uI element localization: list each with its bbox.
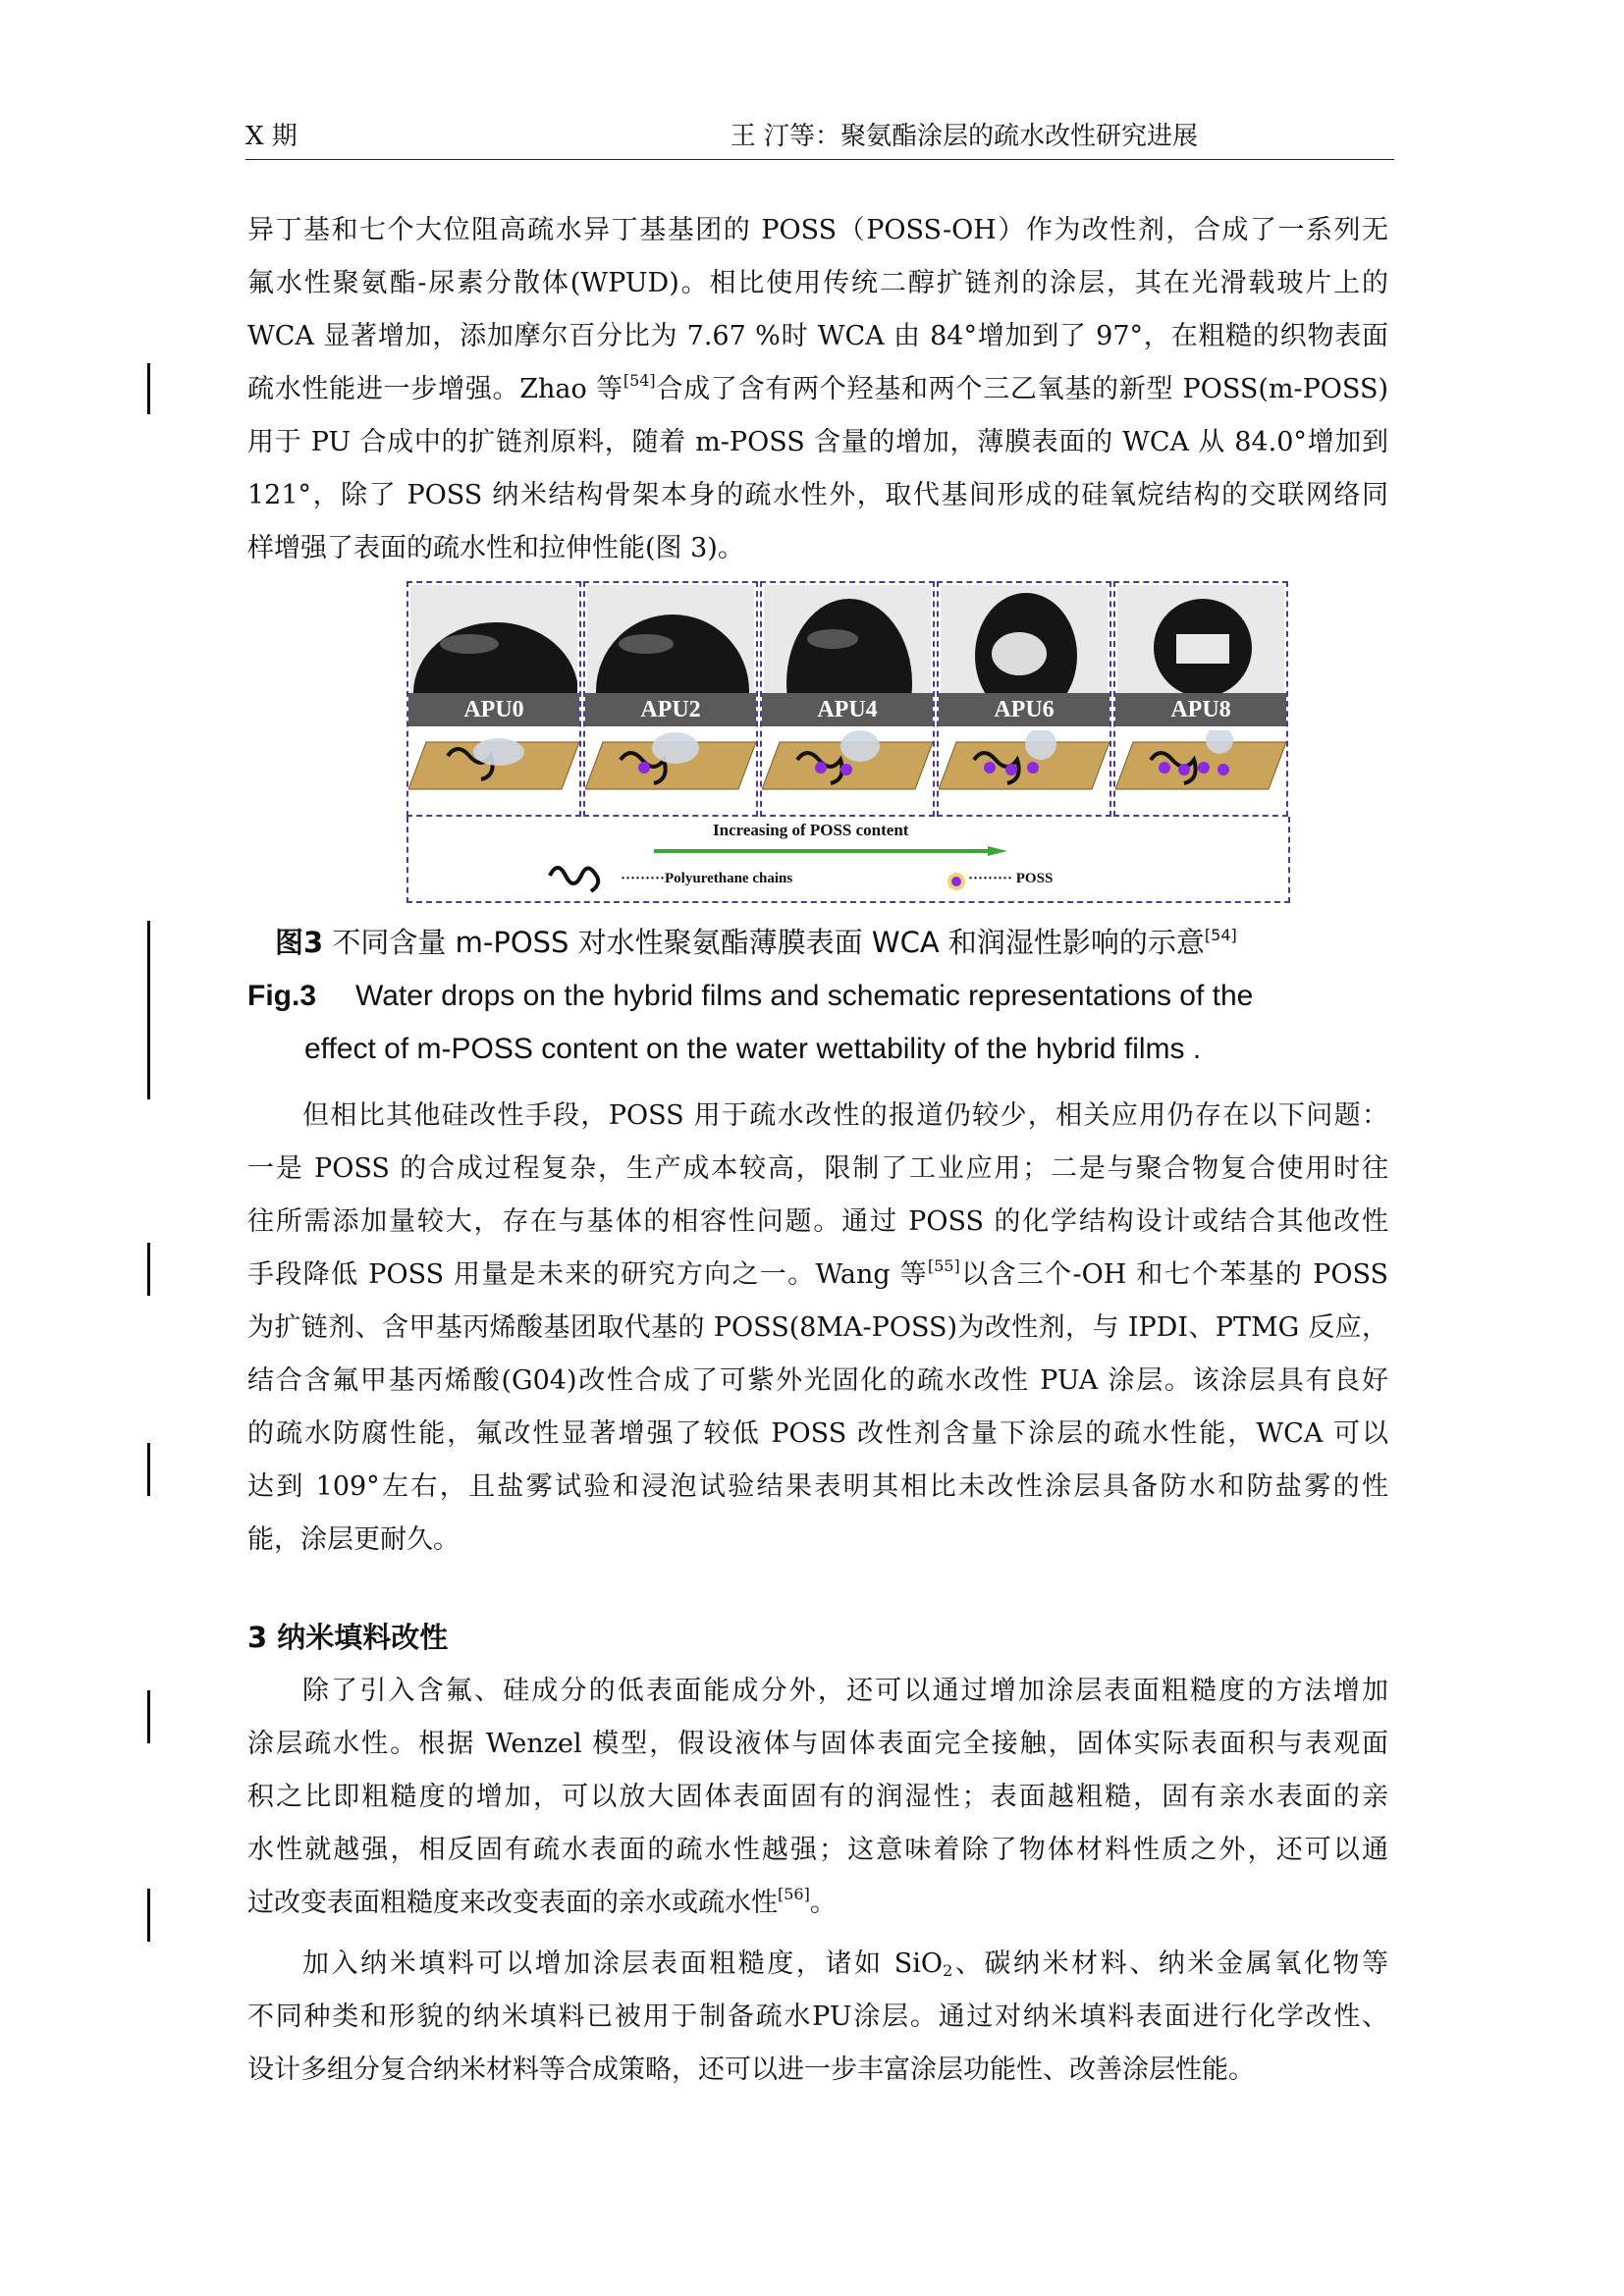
- figure-caption-english: Fig.3 Water drops on the hybrid films and schematic representations of the: [247, 980, 1254, 1012]
- text-line: 涂层疏水性。根据 Wenzel 模型，假设液体与固体表面完全接触，固体实际表面积与表观面: [247, 1729, 1388, 1759]
- citation-54: [54]: [623, 371, 656, 390]
- revision-bar: [147, 363, 150, 414]
- panel-apu0: [406, 581, 581, 817]
- legend-title: Increasing of POSS content: [713, 821, 909, 839]
- figure-3: [406, 581, 1290, 903]
- running-header: [245, 116, 1394, 155]
- text-line: 往所需添加量较大，存在与基体的相容性问题。通过 POSS 的化学结构设计或结合其他改性: [247, 1206, 1388, 1237]
- water-drop-photo: [941, 585, 1108, 693]
- water-drop-photo: [587, 585, 754, 693]
- text-line: 121°，除了 POSS 纳米结构骨架本身的疏水性外，取代基间形成的硅氧烷结构的交联网络同: [247, 480, 1388, 510]
- figure-caption-chinese: 图3 不同含量 m-POSS 对水性聚氨酯薄膜表面 WCA 和润湿性影响的示意[54]: [275, 926, 1237, 959]
- panel-apu2: [583, 581, 758, 817]
- running-title: 王 汀等：聚氨酯涂层的疏水改性研究进展: [730, 122, 1198, 151]
- text-line: 的疏水防腐性能，氟改性显著增强了较低 POSS 改性剂含量下涂层的疏水性能，WCA 可以: [247, 1418, 1388, 1449]
- text-line: 水性就越强，相反固有疏水表面的疏水性越强；这意味着除了物体材料性质之外，还可以通: [247, 1835, 1388, 1865]
- wetting-schematic: [1115, 730, 1286, 815]
- panel-apu4: [760, 581, 935, 817]
- legend-polyurethane-label: ·········Polyurethane chains: [621, 871, 793, 886]
- text-line: 氟水性聚氨酯-尿素分散体(WPUD)。相比使用传统二醇扩链剂的涂层，其在光滑载玻片上的: [247, 268, 1388, 298]
- revision-bar: [147, 1889, 150, 1942]
- sample-label: APU6: [939, 693, 1110, 726]
- sample-label: APU8: [1115, 693, 1286, 726]
- text-line: 加入纳米填料可以增加涂层表面粗糙度，诸如 SiO$_2$、碳纳米材料、纳米金属氧化物等: [302, 1949, 1388, 1980]
- revision-bar: [147, 1443, 150, 1496]
- caption-label: 图3: [275, 926, 324, 959]
- wetting-schematic: [762, 730, 933, 815]
- figure-caption-english-line2: effect of m-POSS content on the water wettability of the hybrid films .: [304, 1033, 1202, 1065]
- paragraph-wenzel-model: [247, 1665, 1388, 1930]
- paragraph-nano-fillers: [247, 1938, 1388, 2097]
- revision-bar: [147, 1243, 150, 1296]
- text-line: 为扩链剂、含甲基丙烯酸基团取代基的 POSS(8MA-POSS)为改性剂，与 IPDI、PTMG 反应，: [247, 1312, 1388, 1343]
- header-rule: [245, 159, 1394, 160]
- paragraph-poss-intro: [247, 204, 1388, 575]
- text-line: 除了引入含氟、硅成分的低表面能成分外，还可以通过增加涂层表面粗糙度的方法增加: [302, 1676, 1388, 1706]
- revision-bar: [147, 1690, 150, 1743]
- issue-number: X 期: [245, 122, 298, 151]
- sample-label: APU4: [762, 693, 933, 726]
- revision-bar: [147, 921, 150, 1099]
- wetting-schematic: [585, 730, 756, 815]
- text-line: 不同种类和形貌的纳米填料已被用于制备疏水PU涂层。通过对纳米填料表面进行化学改性、: [247, 2002, 1388, 2032]
- text-line: 设计多组分复合纳米材料等合成策略，还可以进一步丰富涂层功能性、改善涂层性能。: [247, 2055, 1255, 2085]
- text-line: 异丁基和七个大位阻高疏水异丁基基团的 POSS（POSS-OH）作为改性剂，合成了一系列无: [247, 215, 1388, 245]
- section-heading: 3 纳米填料改性: [247, 1621, 449, 1654]
- wetting-schematic: [408, 730, 579, 815]
- water-drop-photo: [1117, 585, 1284, 693]
- water-drop-photo: [764, 585, 931, 693]
- text-line: 积之比即粗糙度的增加，可以放大固体表面固有的润湿性；表面越粗糙，固有亲水表面的亲: [247, 1782, 1388, 1812]
- text-line: 能，涂层更耐久。: [247, 1524, 460, 1555]
- figure-panels: [406, 581, 1290, 817]
- text-line: 结合含氟甲基丙烯酸(G04)改性合成了可紫外光固化的疏水改性 PUA 涂层。该涂层具有良好: [247, 1365, 1388, 1396]
- increase-arrow-icon: [654, 846, 1007, 856]
- figure-legend: [406, 817, 1290, 903]
- wetting-schematic: [939, 730, 1110, 815]
- poss-molecule-icon: [947, 872, 966, 891]
- citation-56: [56]: [778, 1885, 810, 1903]
- text-line: 但相比其他硅改性手段，POSS 用于疏水改性的报道仍较少，相关应用仍存在以下问题：: [302, 1100, 1388, 1131]
- citation-55: [55]: [927, 1256, 960, 1275]
- water-drop-photo: [410, 585, 577, 693]
- legend-poss-label: ········· POSS: [968, 871, 1054, 886]
- text-line-with-citation: 疏水性能进一步增强。Zhao 等[54]合成了含有两个羟基和两个三乙氧基的新型 POSS(m-POSS): [247, 371, 1388, 404]
- citation-54: [54]: [1204, 926, 1237, 944]
- text-line: WCA 显著增加，添加摩尔百分比为 7.67 %时 WCA 由 84°增加到了 97°，在粗糙的织物表面: [247, 321, 1388, 351]
- text-line-with-citation: 手段降低 POSS 用量是未来的研究方向之一。Wang 等[55]以含三个-OH 和七个苯基的 POSS: [247, 1256, 1388, 1290]
- panel-apu8: [1113, 581, 1288, 817]
- paragraph-poss-issues: [247, 1090, 1388, 1567]
- sample-label: APU2: [585, 693, 756, 726]
- text-line: 样增强了表面的疏水性和拉伸性能(图 3)。: [247, 533, 744, 563]
- text-line: 用于 PU 合成中的扩链剂原料，随着 m-POSS 含量的增加，薄膜表面的 WCA 从 84.0°增加到: [247, 427, 1388, 457]
- caption-label: Fig.3: [247, 980, 317, 1012]
- text-line: 达到 109°左右，且盐雾试验和浸泡试验结果表明其相比未改性涂层具备防水和防盐雾的性: [247, 1471, 1388, 1502]
- polyurethane-chain-icon: [546, 856, 615, 895]
- text-line: 一是 POSS 的合成过程复杂，生产成本较高，限制了工业应用；二是与聚合物复合使用时往: [247, 1153, 1388, 1184]
- sample-label: APU0: [408, 693, 579, 726]
- text-line-with-citation: 过改变表面粗糙度来改变表面的亲水或疏水性[56]。: [247, 1885, 837, 1918]
- panel-apu6: [937, 581, 1111, 817]
